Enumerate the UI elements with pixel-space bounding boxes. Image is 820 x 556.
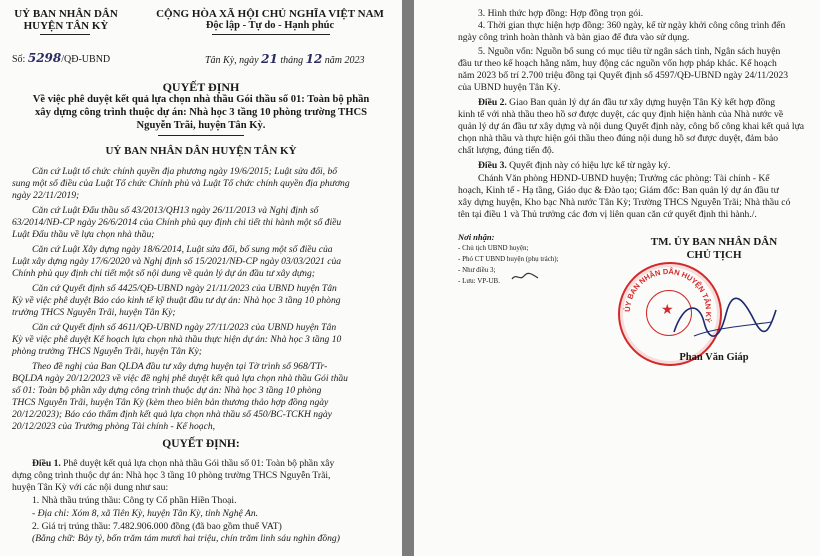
decision-title: QUYẾT ĐỊNH bbox=[162, 80, 240, 94]
basis-line: ngày 22/11/2019; bbox=[12, 190, 80, 201]
basis-line: Luật Đấu thầu về lựa chọn nhà thầu; bbox=[12, 229, 155, 240]
article-1-label: Điều 1. bbox=[32, 458, 61, 469]
motto-underline bbox=[212, 34, 330, 35]
date-place: Tân Kỳ, ngày bbox=[205, 55, 259, 66]
article-2-label: Điều 2. bbox=[478, 97, 507, 108]
article-2-line: chất lượng, đúng tiến độ. bbox=[458, 145, 555, 156]
recipient-item: - Phó CT UBND huyện (phụ trách); bbox=[458, 255, 559, 263]
winning-price-words: (Bằng chữ: Bảy tỷ, bốn trăm tám mươi hai triệu, chín trăm linh sáu nghìn đồng) bbox=[32, 533, 340, 544]
basis-line: 20/12/2023); Báo cáo thẩm định kết quả lựa chọn nhà thầu số 450/BC-TCKH ngày bbox=[12, 409, 332, 420]
basis-line: 63/2014/NĐ-CP ngày 26/6/2014 của Chính phủ quy định chi tiết thi hành một số điều bbox=[12, 217, 342, 228]
recipient-item: - Chủ tịch UBND huyện; bbox=[458, 244, 529, 252]
article-3-line: hoạch, Kinh tế - Hạ tầng, Giáo dục & Đào tạo; Giám đốc: Ban quản lý dự án đầu tư bbox=[458, 185, 779, 196]
article-1-line: huyện Tân Kỳ với các nội dung như sau: bbox=[12, 482, 169, 493]
funding-line: đầu tư theo kế hoạch hằng năm, huy động các nguồn vốn hợp pháp khác. Kế hoạch bbox=[458, 58, 777, 69]
document-page-right bbox=[414, 0, 820, 556]
contract-duration-line: ngày công trình hoàn thành và bàn giao để đưa vào sử dụng. bbox=[458, 32, 690, 43]
doc-date bbox=[205, 52, 365, 66]
basis-line: 20/12/2023 của Trưởng phòng Tài chính - Kế hoạch, bbox=[12, 421, 216, 432]
article-2-line: kinh tế với nhà thầu theo hồ sơ được duyệt, các quy định hiện hành của Nhà nước về bbox=[458, 109, 784, 120]
article-2-line: chọn nhà thầu và thực hiện gói thầu theo đúng nội dung hồ sơ được duyệt, đảm bảo bbox=[458, 133, 779, 144]
seal-star-icon: ★ bbox=[661, 303, 674, 318]
basis-line: THCS Nguyễn Trãi, huyện Tân Kỳ (kèm theo biên bản thương thảo hợp đồng ngày bbox=[12, 397, 329, 408]
seal-arc-text: ỦY BAN NHÂN DÂN HUYỆN TÂN KỲ bbox=[622, 266, 714, 324]
basis-line: Theo đề nghị của Ban QLDA đầu tư xây dựng huyện tại Tờ trình số 968/TTr- bbox=[32, 361, 328, 372]
basis-line: phòng trường THCS Nguyễn Trãi, huyện Tân Kỳ; bbox=[12, 346, 202, 357]
basis-line: Căn cứ Luật Xây dựng ngày 18/6/2014, Luật sửa đổi, bổ sung một số điều của bbox=[32, 244, 333, 255]
authority-line-1: UỶ BAN NHÂN DÂN bbox=[14, 8, 118, 20]
basis-line: sung một số điều của Luật Tổ chức Chính phủ và Luật Tổ chức chính quyền địa phương bbox=[12, 178, 350, 189]
article-1-line: dựng công trình thuộc dự án: Nhà học 3 tầng 10 phòng trường THCS Nguyễn Trãi, bbox=[12, 470, 331, 481]
date-day: 21 bbox=[261, 52, 278, 66]
basis-line: Căn cứ Luật tổ chức chính quyền địa phương ngày 19/6/2015; Luật sửa đổi, bổ bbox=[32, 166, 338, 177]
article-3-text: Quyết định này có hiệu lực kể từ ngày ký. bbox=[506, 160, 671, 171]
article-3-line bbox=[478, 160, 670, 171]
republic-name: CỘNG HÒA XÃ HỘI CHỦ NGHĨA VIỆT NAM bbox=[156, 8, 384, 20]
doc-number-prefix: Số: bbox=[12, 54, 26, 65]
basis-line: Kỳ về việc phê duyệt Báo cáo kinh tế kỹ thuật đầu tư dự án: Nhà học 3 tầng 10 phòng bbox=[12, 295, 341, 306]
article-3-line: xây dựng huyện, Kho bạc Nhà nước Tân Kỳ; Trường THCS Nguyễn Trãi; Nhà thầu có bbox=[458, 197, 791, 208]
national-motto: Độc lập - Tự do - Hạnh phúc bbox=[205, 20, 335, 31]
article-2-text: Giao Ban quản lý dự án đầu tư xây dựng huyện Tân Kỳ kết hợp đồng bbox=[506, 97, 776, 108]
subject-line-3: Nguyễn Trãi, huyện Tân Kỳ. bbox=[136, 120, 266, 131]
article-2-line bbox=[478, 97, 775, 108]
date-month: 12 bbox=[305, 52, 323, 66]
basis-line: Luật xây dựng ngày 17/6/2020 và Nghị định số 15/2021/NĐ-CP ngày 03/03/2021 của bbox=[12, 256, 342, 267]
doc-number bbox=[12, 51, 110, 65]
date-month-label: tháng bbox=[280, 55, 304, 66]
issuer-name: UỶ BAN NHÂN DÂN HUYỆN TÂN KỲ bbox=[105, 145, 297, 157]
recipient-item: - Như điều 3; bbox=[458, 266, 496, 274]
signature-title-1: TM. ỦY BAN NHÂN DÂN bbox=[650, 236, 778, 248]
article-3-line: Chánh Văn phòng HĐND-UBND huyện; Trưởng các phòng: Tài chính - Kế bbox=[478, 173, 770, 184]
doc-number-handwritten: 5298 bbox=[27, 51, 62, 65]
article-1-text: Phê duyệt kết quả lựa chọn nhà thầu Gói thầu số 01: Toàn bộ phần xây bbox=[60, 458, 335, 469]
contract-form: 3. Hình thức hợp đồng: Hợp đồng trọn gói. bbox=[478, 8, 644, 19]
document-page-left bbox=[0, 0, 402, 556]
chairman-signature bbox=[664, 292, 784, 352]
article-2-line: quản lý dự án đầu tư xây dựng và nội dung Quyết định này, công bố công khai kết quả lựa bbox=[458, 121, 805, 132]
authority-underline bbox=[40, 34, 90, 35]
contractor-address: - Địa chỉ: Xóm 8, xã Tiên Kỳ, huyện Tân Kỳ, tỉnh Nghệ An. bbox=[32, 508, 259, 519]
basis-line: Căn cứ Quyết định số 4425/QĐ-UBND ngày 21/11/2023 của UBND huyện Tân bbox=[32, 283, 337, 294]
basis-line: BQLDA ngày 20/12/2023 về việc đề nghị phê duyệt kết quả lựa chọn nhà thầu Gói thầu bbox=[12, 373, 348, 384]
subject-line-2: xây dựng công trình thuộc dự án: Nhà học 3 tầng 10 phòng trường THCS bbox=[34, 107, 368, 118]
contract-duration-line: 4. Thời gian thực hiện hợp đồng: 360 ngày, kể từ ngày khởi công công trình đến bbox=[478, 20, 786, 31]
authority-line-2: HUYỆN TÂN KỲ bbox=[23, 20, 109, 32]
date-year: năm 2023 bbox=[324, 55, 365, 66]
recipients-title: Nơi nhận: bbox=[458, 232, 495, 242]
basis-line: Chính phủ quy định chi tiết một số nội dung về quản lý dự án đầu tư xây dựng; bbox=[12, 268, 315, 279]
doc-number-suffix: /QĐ-UBND bbox=[61, 54, 111, 65]
funding-line: 5. Nguồn vốn: Nguồn bổ sung có mục tiêu từ ngân sách tỉnh, Ngân sách huyện bbox=[478, 46, 781, 57]
article-3-line: tên tại điều 1 và Thủ trưởng các đơn vị liên quan căn cứ quyết định thi hành./. bbox=[458, 209, 757, 220]
subject-underline bbox=[158, 135, 244, 136]
winning-contractor: 1. Nhà thầu trúng thầu: Công ty Cổ phần Hiền Thoại. bbox=[32, 495, 237, 506]
recipient-item: - Lưu: VP-UB. bbox=[458, 277, 500, 285]
subject-line-1: Về việc phê duyệt kết quả lựa chọn nhà thầu Gói thầu số 01: Toàn bộ phần bbox=[32, 94, 370, 105]
funding-line: của UBND huyện Tân Kỳ. bbox=[458, 82, 561, 93]
basis-line: Kỳ về việc phê duyệt Kế hoạch lựa chọn nhà thầu thực hiện dự án: Nhà học 3 tầng 10 bbox=[12, 334, 342, 345]
initials-scribble bbox=[510, 271, 540, 283]
decide-heading: QUYẾT ĐỊNH: bbox=[162, 438, 240, 450]
signature-title-2: CHỦ TỊCH bbox=[686, 249, 742, 261]
winning-price: 2. Giá trị trúng thầu: 7.482.906.000 đồng (đã bao gồm thuế VAT) bbox=[32, 521, 282, 532]
signer-name: Phan Văn Giáp bbox=[679, 352, 749, 363]
basis-line: trường THCS Nguyễn Trãi, huyện Tân Kỳ; bbox=[12, 307, 176, 318]
article-3-label: Điều 3. bbox=[478, 160, 507, 171]
basis-line: Căn cứ Quyết định số 4611/QĐ-UBND ngày 27/11/2023 của UBND huyện Tân bbox=[32, 322, 337, 333]
basis-line: Căn cứ Luật Đấu thầu số 43/2013/QH13 ngày 26/11/2013 và Nghị định số bbox=[32, 205, 319, 216]
basis-line: số 01: Toàn bộ phần xây dựng công trình thuộc dự án: Nhà học 3 tầng 10 phòng bbox=[12, 385, 322, 396]
article-1-line bbox=[32, 458, 334, 469]
funding-line: năm 2023 bố trí 2.700 triệu đồng tại Quyết định số 4597/QĐ-UBND ngày 24/11/2023 bbox=[458, 70, 789, 81]
